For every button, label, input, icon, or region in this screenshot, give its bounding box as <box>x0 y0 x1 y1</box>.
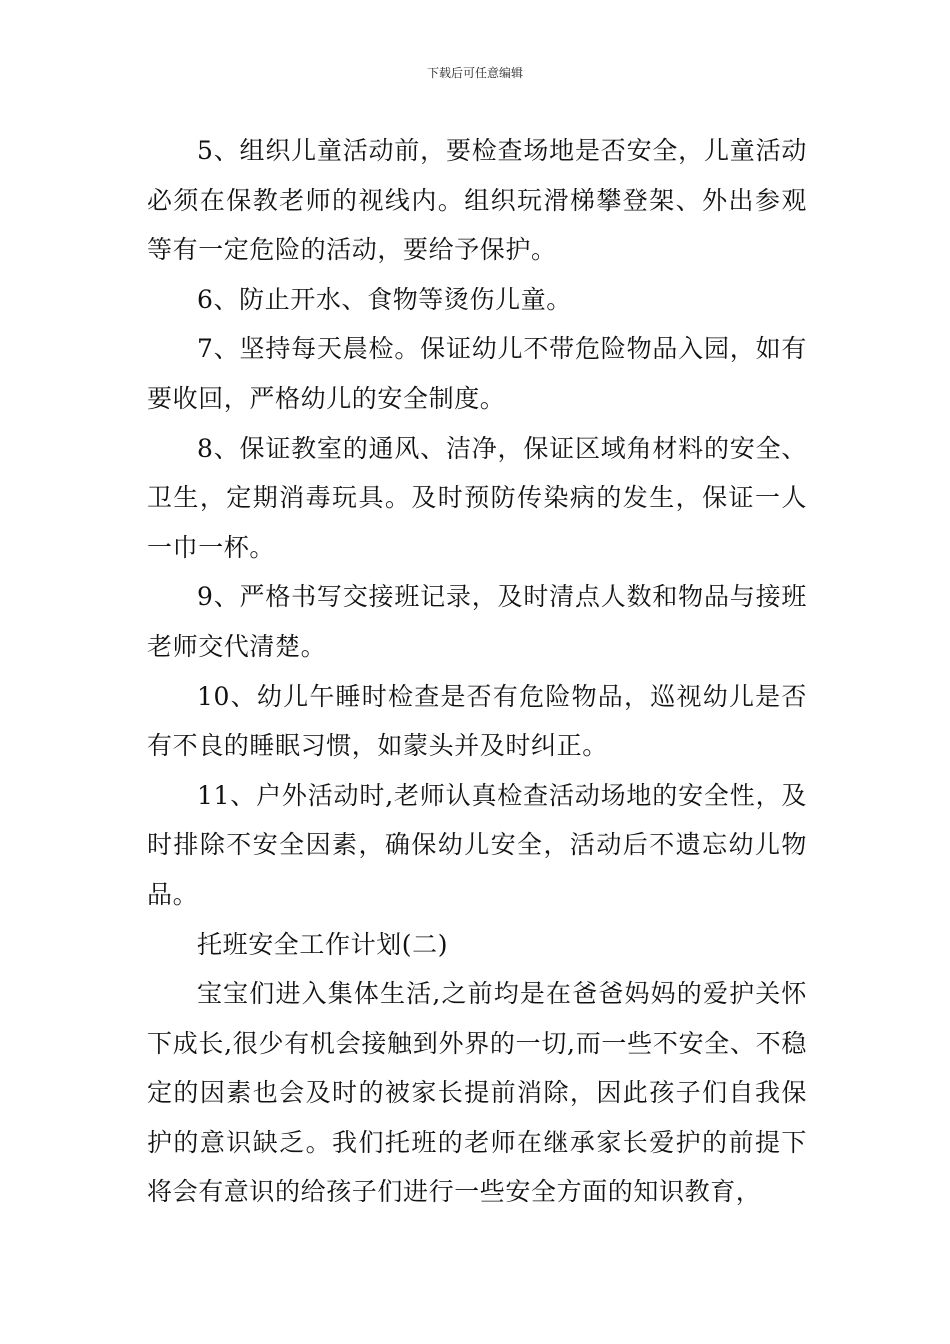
section-heading: 托班安全工作计划(二) <box>197 929 449 959</box>
paragraph-item-11: 11、户外活动时,老师认真检查活动场地的安全性，及时排除不安全因素，确保幼儿安全，活动后不遗忘幼儿物品。 <box>147 780 807 909</box>
paragraph-item-8: 8、保证教室的通风、洁净，保证区域角材料的安全、卫生，定期消毒玩具。及时预防传染病的发生，保证一人一巾一杯。 <box>147 433 807 562</box>
document-body <box>147 126 807 1217</box>
paragraph-item-9: 9、严格书写交接班记录，及时清点人数和物品与接班老师交代清楚。 <box>147 582 807 661</box>
paragraph-item-10: 10、幼儿午睡时检查是否有危险物品，巡视幼儿是否有不良的睡眠习惯，如蒙头并及时纠正。 <box>147 681 807 761</box>
paragraph-item-7: 7、坚持每天晨检。保证幼儿不带危险物品入园，如有要收回，严格幼儿的安全制度。 <box>147 334 807 413</box>
intro-paragraph: 宝宝们进入集体生活,之前均是在爸爸妈妈的爱护关怀下成长,很少有机会接触到外界的一切,而一些不安全、不稳定的因素也会及时的被家长提前消除，因此孩子们自我保护的意识缺乏。我们托班的老师在继承家长爱护的前提下将会有意识的给孩子们进行一些安全方面的知识教育， <box>147 979 807 1207</box>
paragraph-item-5: 5、组织儿童活动前，要检查场地是否安全，儿童活动必须在保教老师的视线内。组织玩滑梯攀登架、外出参观等有一定危险的活动，要给予保护。 <box>147 136 807 265</box>
page-header: 下载后可任意编辑 <box>426 66 523 80</box>
paragraph-item-6: 6、防止开水、食物等烫伤儿童。 <box>197 284 572 314</box>
